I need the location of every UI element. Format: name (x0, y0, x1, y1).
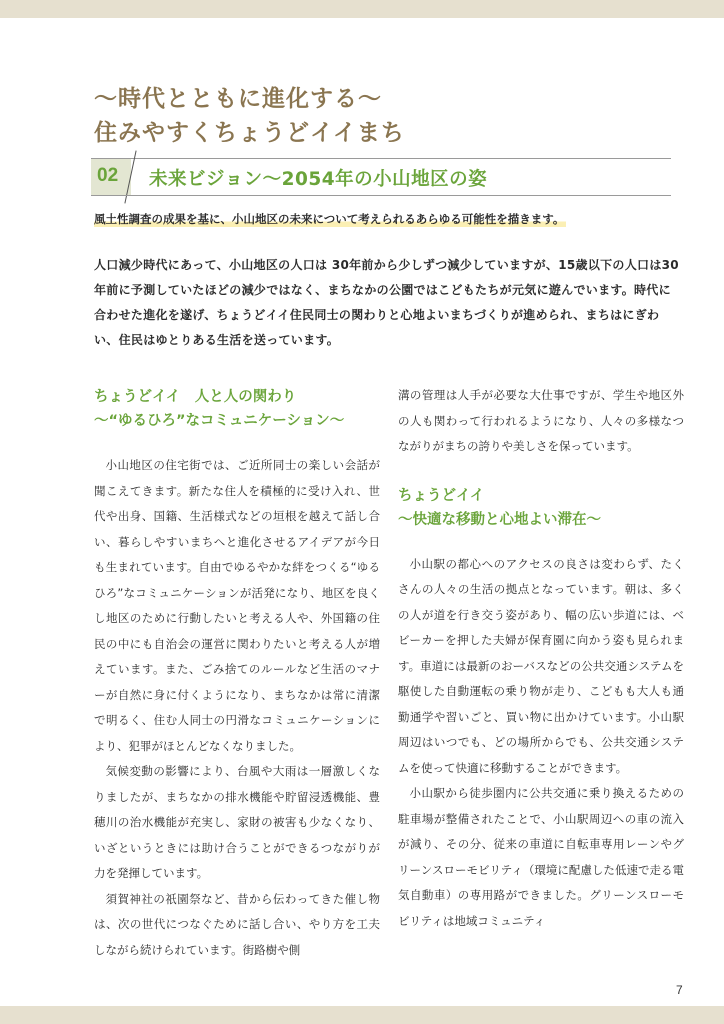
paragraph: 小山地区の住宅街では、ご近所同士の楽しい会話が聞こえてきます。新たな住人を積極的に受け入れ、世代や出身、国籍、生活様式などの垣根を越えて話し合い、暮らしやすいまちへと進化させるアイデアが今日も生まれています。自由でゆるやかな絆をつくる“ゆるひろ”なコミュニケーションが活発になり、地区を良くし地区のために行動したいと考える人や、外国籍の住民の中にも自治会の運営に関わりたいと考える人が増えています。また、ごみ捨てのルールなど生活のマナーが自然に身に付くようになり、まちなかは常に清潔で明るく、住む人同士の円滑なコミュニケーションにより、犯罪がほとんどなくなりました。 (94, 458, 380, 753)
page-title (94, 82, 405, 150)
left-heading-line1: ちょうどイイ 人と人の関わり (94, 389, 297, 405)
top-band (0, 0, 724, 18)
page-number: 7 (676, 983, 683, 997)
continued-paragraph: 溝の管理は人手が必要な大仕事ですが、学生や地区外の人も関わって行われるようになり、人々の多様なつながりがまちの誇りや美しさを保っています。 (398, 388, 684, 453)
right-heading-line1: ちょうどイイ (398, 487, 485, 504)
paragraph: 小山駅から徒歩圏内に公共交通に乗り換えるための駐車場が整備されたことで、小山駅周辺への車の流入が減り、その分、従来の車道に自転車専用レーンやグリーンスローモビリティ（環境に配慮した低速で走る電気自動車）の専用路ができました。グリーンスローモビリティは地域コミュニティ (398, 786, 684, 928)
section-title: 未来ビジョン～2054年の小山地区の姿 (149, 169, 488, 190)
bottom-band (0, 1006, 724, 1024)
page-title-line2: 住みやすくちょうどイイまち (94, 119, 405, 146)
left-heading (94, 385, 380, 433)
left-column (94, 385, 380, 963)
page-title-line1: ～時代とともに進化する～ (94, 85, 382, 112)
right-column (398, 383, 684, 934)
left-heading-line2: ～“ゆるひろ”なコミュニケーション～ (94, 413, 345, 429)
divider (91, 158, 671, 159)
right-heading (398, 484, 684, 532)
paragraph: 須賀神社の祇園祭など、昔から伝わってきた催し物は、次の世代につなぐために話し合い、やり方を工夫しながら続けられています。街路樹や側 (94, 891, 380, 957)
paragraph: 小山駅の都心へのアクセスの良さは変わらず、たくさんの人々の生活の拠点となっています。朝は、多くの人が道を行き交う姿があり、幅の広い歩道には、ベビーカーを押した夫婦が保育園に向かう姿も見られます。車道には最新のおーバスなどの公共交通システムを駆使した自動運転の乗り物が走り、こどもも大人も通勤通学や習いごと、買い物に出かけています。小山駅周辺はいつでも、どの場所からでも、公共交通システムを使って快適に移動することができます。 (398, 556, 684, 775)
intro-paragraph: 人口減少時代にあって、小山地区の人口は 30年前から少しずつ減少していますが、15歳以下の人口は30年前に予測していたほどの減少ではなく、まちなかの公園ではこどもたちが元気に遊んでいます。時代に合わせた進化を遂げ、ちょうどイイ住民同士の関わりと心地よいまちづくりが進められ、まちはにぎわい、住民はゆとりある生活を送っています。 (94, 258, 679, 347)
section-lead: 風土性調査の成果を基に、小山地区の未来について考えられるあらゆる可能性を描きます。 (94, 212, 565, 226)
divider (91, 195, 671, 196)
right-heading-line2: ～快適な移動と心地よい滞在～ (398, 511, 601, 528)
section-header (91, 158, 671, 196)
paragraph: 気候変動の影響により、台風や大雨は一層激しくなりましたが、まちなかの排水機能や貯留浸透機能、豊穂川の治水機能が充実し、家財の被害も少なくなり、いざというときには助け合うことができるつながりが力を発揮しています。 (94, 764, 380, 880)
section-number: 02 (97, 165, 119, 186)
